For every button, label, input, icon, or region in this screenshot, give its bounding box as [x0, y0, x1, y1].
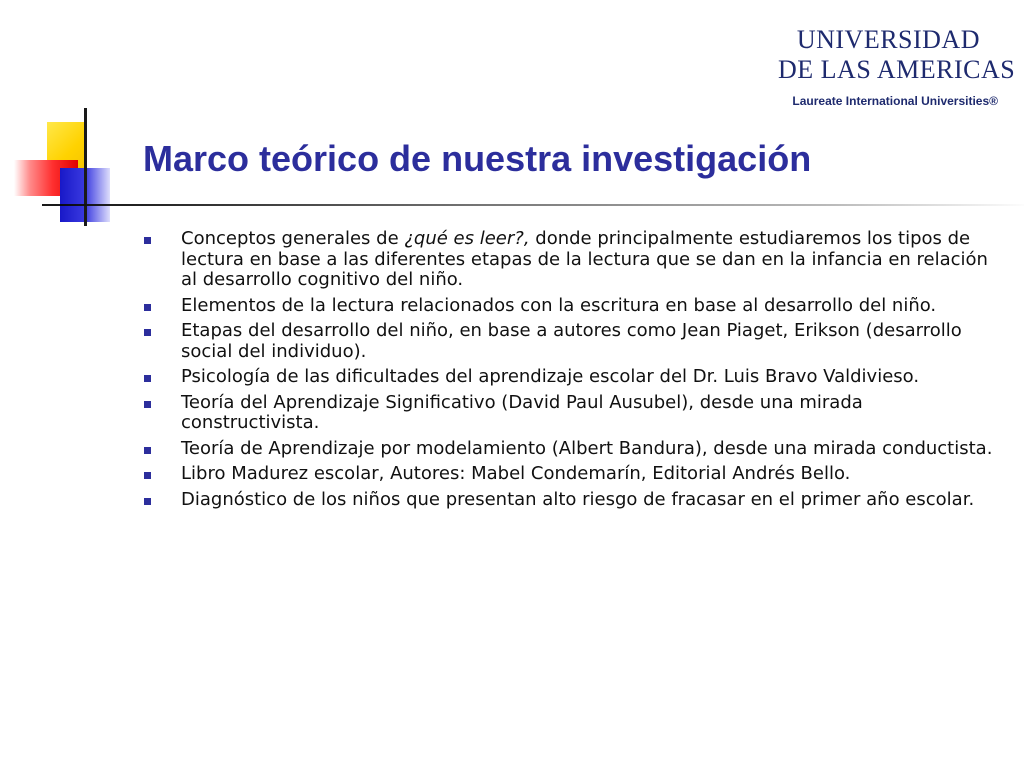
square-bullet-icon: [144, 304, 151, 311]
bullet-item: [140, 490, 1000, 511]
logo-line-2: DE LAS AMERICAS: [778, 55, 1016, 84]
bullet-text: Teoría del Aprendizaje Significativo (David Paul Ausubel), desde una mirada constructivista.: [181, 391, 863, 433]
bullet-item: [140, 464, 1000, 485]
bullet-text-italic: ¿qué es leer?,: [404, 228, 530, 249]
bullet-item: [140, 367, 1000, 388]
bullet-item: [140, 296, 1000, 317]
square-bullet-icon: [144, 237, 151, 244]
bullet-item: [140, 439, 1000, 460]
bullet-item: [140, 393, 1000, 434]
bullet-text-prefix: Conceptos generales de: [181, 228, 405, 249]
bullet-text: Diagnóstico de los niños que presentan alto riesgo de fracasar en el primer año escolar.: [181, 488, 975, 510]
horizontal-rule: [42, 204, 1024, 206]
slide-title: Marco teórico de nuestra investigación: [143, 138, 812, 179]
bullet-item: [140, 229, 1000, 291]
square-bullet-icon: [144, 401, 151, 408]
square-bullet-icon: [144, 375, 151, 382]
vertical-rule: [84, 108, 87, 226]
bullet-list: [140, 229, 1000, 515]
bullet-text: Etapas del desarrollo del niño, en base a autores como Jean Piaget, Erikson (desarrollo social del individuo).: [181, 320, 962, 362]
square-bullet-icon: [144, 329, 151, 336]
bullet-text: Teoría de Aprendizaje por modelamiento (Albert Bandura), desde una mirada conductista.: [181, 437, 993, 459]
decorative-squares: [0, 0, 140, 230]
bullet-text: Elementos de la lectura relacionados con la escritura en base al desarrollo del niño.: [181, 294, 937, 316]
logo-line-1: UNIVERSIDAD: [796, 25, 980, 54]
square-bullet-icon: [144, 447, 151, 454]
logo-tagline: Laureate International Universities®: [792, 94, 998, 108]
square-bullet-icon: [144, 472, 151, 479]
bullet-item: [140, 321, 1000, 362]
bullet-text: Psicología de las dificultades del aprendizaje escolar del Dr. Luis Bravo Valdivieso.: [181, 366, 920, 387]
university-logo: [778, 24, 1016, 120]
bullet-text: Libro Madurez escolar, Autores: Mabel Condemarín, Editorial Andrés Bello.: [181, 463, 851, 484]
bullet-text: donde principalmente estudiaremos los tipos de lectura en base a las diferentes etapas de la lectura que se dan en la infancia en relación al desarrollo cognitivo del niño.: [181, 228, 988, 290]
square-bullet-icon: [144, 498, 151, 505]
